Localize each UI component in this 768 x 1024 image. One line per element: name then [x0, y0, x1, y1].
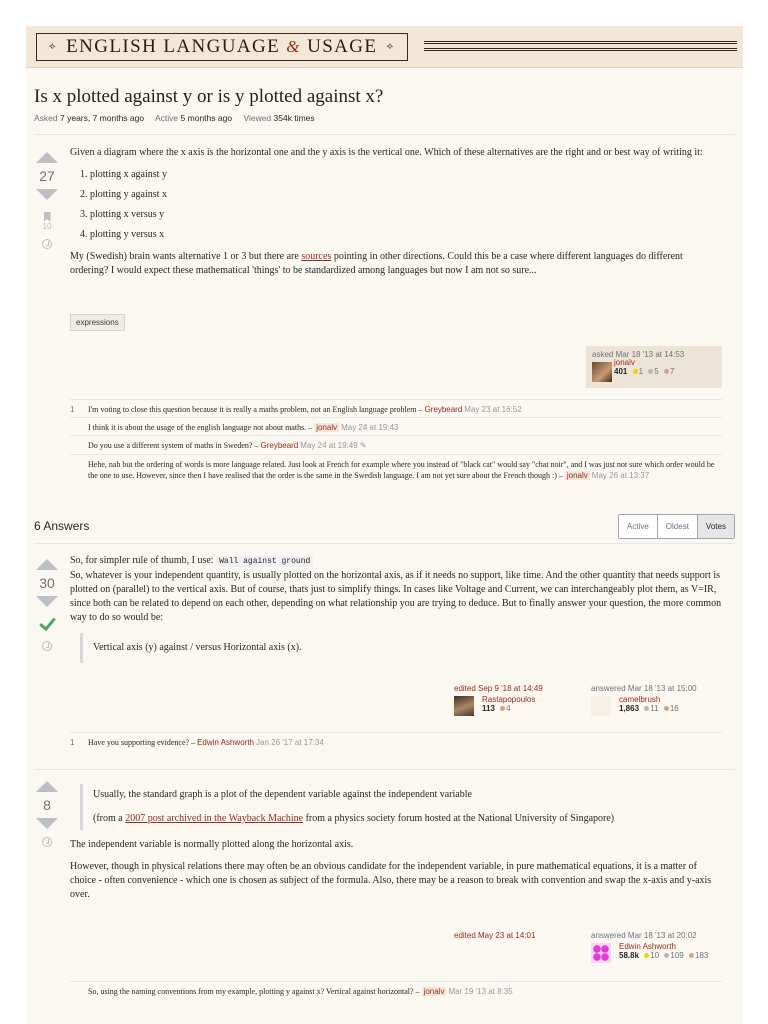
divider: [34, 543, 735, 544]
edited-time[interactable]: edited May 23 at 14:01: [454, 931, 536, 940]
question-title[interactable]: Is x plotted against y or is y plotted against x?: [34, 86, 384, 107]
question-meta: [34, 113, 324, 123]
comment-user[interactable]: Edwin Ashworth: [197, 738, 254, 747]
site-title-amp: &: [286, 37, 301, 56]
comment-score: 1: [70, 405, 75, 414]
silver-count: 11: [650, 704, 659, 713]
user-details: [619, 942, 708, 960]
viewed-label: Viewed: [243, 113, 272, 123]
bronze-count: 16: [669, 704, 679, 713]
history-icon[interactable]: [42, 239, 52, 249]
comment-text: Do you use a different system of maths in Sweden? –: [88, 441, 259, 450]
user-name[interactable]: Rastapopoulos: [482, 695, 536, 704]
answer2-blockquote: [80, 784, 722, 830]
page: [26, 26, 743, 1024]
comment-date[interactable]: May 23 at 16:52: [464, 405, 522, 414]
avatar[interactable]: [592, 362, 612, 382]
header-rule: [424, 41, 737, 51]
upvote-icon[interactable]: [36, 781, 58, 792]
question-owner-card: [586, 346, 722, 388]
comment-user[interactable]: jonalv: [316, 423, 338, 432]
ornament-icon: ⟡: [49, 41, 58, 52]
answer-sort-tabs: [618, 514, 735, 539]
user-details: [482, 695, 535, 713]
gold-badge-icon: [644, 953, 649, 958]
quote-text: Usually, the standard graph is a plot of the dependent variable against the independent variable: [93, 789, 472, 800]
site-logo[interactable]: [36, 33, 408, 61]
silver-count: 109: [670, 951, 684, 960]
divider: [34, 769, 735, 770]
comment-user[interactable]: Greybeard: [260, 441, 299, 450]
comment-text: I'm voting to close this question because it is really a maths problem, not an English language problem –: [88, 405, 423, 414]
user-details: [614, 358, 674, 376]
comment: [70, 732, 722, 752]
comment: [70, 399, 722, 419]
comment-user[interactable]: Greybeard: [424, 405, 463, 414]
reputation: 401: [614, 367, 628, 376]
question-body: [70, 146, 722, 286]
answer2-owner-card: [591, 931, 736, 960]
answer1-editor-card: [454, 684, 574, 713]
asked-time[interactable]: asked Mar 18 '13 at 14:53: [592, 350, 685, 359]
user-name[interactable]: Edwin Ashworth: [619, 942, 676, 951]
text-segment: from a physics society forum hosted at the National University of Singapore): [303, 813, 615, 824]
history-icon[interactable]: [42, 641, 52, 651]
bronze-count: 4: [506, 704, 511, 713]
edited-time[interactable]: edited Sep 9 '18 at 14:49: [454, 684, 543, 693]
site-title-pre: ENGLISH LANGUAGE: [66, 36, 281, 57]
comment-text: I think it is about the usage of the english language not about maths. –: [88, 423, 313, 432]
bronze-count: 7: [669, 367, 675, 376]
answer1-owner-card: [591, 684, 731, 713]
accepted-check-icon: [38, 615, 56, 633]
comment: [70, 454, 722, 485]
question-intro: Given a diagram where the x axis is the horizontal one and the y axis is the vertical one. Which of these alternatives are the right and or best way of writing it:: [70, 147, 703, 158]
viewed-value: 354k times: [273, 113, 315, 123]
divider: [34, 134, 735, 135]
bronze-badge-icon: [500, 706, 505, 711]
comment-text: Have you supporting evidence? –: [88, 738, 196, 747]
downvote-icon[interactable]: [36, 596, 58, 607]
tab-votes[interactable]: Votes: [698, 515, 734, 538]
avatar[interactable]: [591, 696, 611, 716]
gold-badge-icon: [633, 369, 638, 374]
question-vote-count: 27: [39, 168, 55, 184]
bronze-badge-icon: [689, 953, 694, 958]
reputation: 113: [482, 704, 495, 713]
user-name[interactable]: camelbrush: [619, 695, 661, 704]
favorite-count: 10: [42, 222, 52, 231]
answered-time[interactable]: answered Mar 18 '13 at 15:00: [591, 684, 697, 693]
list-item: 3. plotting x versus y: [90, 208, 722, 222]
history-icon[interactable]: [42, 837, 52, 847]
comment-date[interactable]: May 26 at 13:37: [591, 471, 650, 480]
list-item: 4. plotting y versus x: [90, 228, 722, 242]
bronze-count: 183: [695, 951, 709, 960]
silver-count: 5: [654, 367, 659, 376]
list-item: 2. plotting y against x: [90, 188, 722, 202]
comment-date[interactable]: Mar 19 '13 at 8:35: [448, 987, 513, 996]
answer2-vote-cell: [32, 781, 62, 847]
reputation: 58.8k: [619, 951, 640, 960]
avatar[interactable]: [454, 696, 474, 716]
silver-badge-icon: [664, 953, 669, 958]
bronze-badge-icon: [664, 369, 669, 374]
comment-date[interactable]: May 24 at 19:43: [341, 423, 399, 432]
comment-score: 1: [70, 738, 75, 747]
sources-link[interactable]: sources: [301, 251, 332, 262]
answer1-vote-cell: [32, 559, 62, 651]
answer2-body: [70, 778, 722, 910]
site-header: [26, 26, 743, 68]
text-segment: pointing in other directions. Could this be a case where different languages do different ordering? I would expect these mathematical 'things' to be standardized among languages but now I am not so sure...: [70, 251, 683, 276]
silver-badge-icon: [648, 369, 653, 374]
comment: [70, 435, 722, 455]
answer1-rule: [70, 554, 722, 569]
asked-label: Asked: [34, 113, 58, 123]
site-title-post: USAGE: [307, 36, 378, 57]
answer1-paragraph: So, whatever is your independent quantity, is usually plotted on the horizontal axis, as if it needs no support, like time. And the other quantity that needs support is plotted on (parallel) to the vertical axis. But of course, thats just to simplify things. In cases like Voltage and Current, we can interchangeably plot them, as V=IR, since both can be related to depend on each other, depending on what relationship you are trying to deduce. But to finally answer your question, the more common way to do so would be:: [70, 570, 722, 623]
user-details: [619, 695, 679, 713]
answers-count: 6 Answers: [34, 519, 90, 533]
comment-date[interactable]: May 24 at 19:49 ✎: [300, 441, 367, 450]
comment: [70, 981, 722, 1001]
gold-count: 10: [650, 951, 660, 960]
upvote-icon[interactable]: [36, 152, 58, 163]
silver-badge-icon: [644, 706, 649, 711]
text-segment: So, for simpler rule of thumb, I use:: [70, 555, 217, 566]
answer1-body: [70, 554, 722, 671]
comment-user[interactable]: jonalv: [566, 471, 588, 480]
question-vote-cell: [32, 152, 62, 249]
upvote-icon[interactable]: [36, 559, 58, 570]
comment-date[interactable]: Jan 26 '17 at 17:34: [256, 738, 324, 747]
answer2-paragraph: The independent variable is normally plotted along the horizontal axis.: [70, 839, 354, 850]
wayback-link[interactable]: 2007 post archived in the Wayback Machine: [125, 813, 304, 824]
answer2-vote-count: 8: [43, 797, 51, 813]
gold-count: 1: [638, 367, 644, 376]
user-name[interactable]: jonalv: [614, 358, 635, 367]
comment-user[interactable]: jonalv: [423, 987, 445, 996]
asked-value: 7 years, 7 months ago: [60, 113, 145, 123]
text-segment: My (Swedish) brain wants alternative 1 or 3 but there are: [70, 251, 302, 262]
question-paragraph: [70, 250, 722, 278]
inline-code: Wall against ground: [216, 556, 313, 567]
active-value[interactable]: 5 months ago: [180, 113, 233, 123]
comment-text: So, using the naming conventions from my example, plotting y against x? Vertical against horizontal? –: [88, 987, 420, 996]
text-segment: (from a: [93, 813, 126, 824]
answer1-vote-count: 30: [39, 575, 55, 591]
tab-oldest[interactable]: Oldest: [658, 515, 698, 538]
bronze-badge-icon: [664, 706, 669, 711]
options-list: [70, 168, 722, 242]
tab-active[interactable]: Active: [619, 515, 658, 538]
downvote-icon[interactable]: [36, 189, 58, 200]
answered-time[interactable]: answered Mar 18 '13 at 20:02: [591, 931, 697, 940]
comment: [70, 417, 722, 437]
reputation: 1,863: [619, 704, 640, 713]
answer2-editor-card: [454, 931, 574, 940]
ornament-icon: ⟡: [386, 41, 395, 52]
active-label: Active: [155, 113, 179, 123]
downvote-icon[interactable]: [36, 818, 58, 829]
answer1-blockquote: Vertical axis (y) against / versus Horizontal axis (x).: [80, 633, 722, 663]
bookmark-icon[interactable]: [44, 212, 51, 222]
answer2-paragraph: However, though in physical relations there may often be an obvious candidate for the independent variable, in pure mathematical equations, it is a matter of choice - often convenience - which one is chosen as subject of the formula. Also, there may be a reason to break with convention and swap the x-axis and y-axis over.: [70, 861, 712, 900]
identicon-avatar[interactable]: [591, 943, 611, 963]
quote-source: [93, 812, 722, 826]
tag-expressions[interactable]: expressions: [70, 314, 125, 331]
comment-text: Hehe, nah but the ordering of words is more language related. Just look at French for example where you instead of "black cat" would say "chat noir", and I was just not sure which order would be the one to use. However, since then I have realised that the order is the same in the Swedish language. I am not yet sure about the French though :) –: [88, 460, 715, 480]
list-item: 1. plotting x against y: [90, 168, 722, 182]
